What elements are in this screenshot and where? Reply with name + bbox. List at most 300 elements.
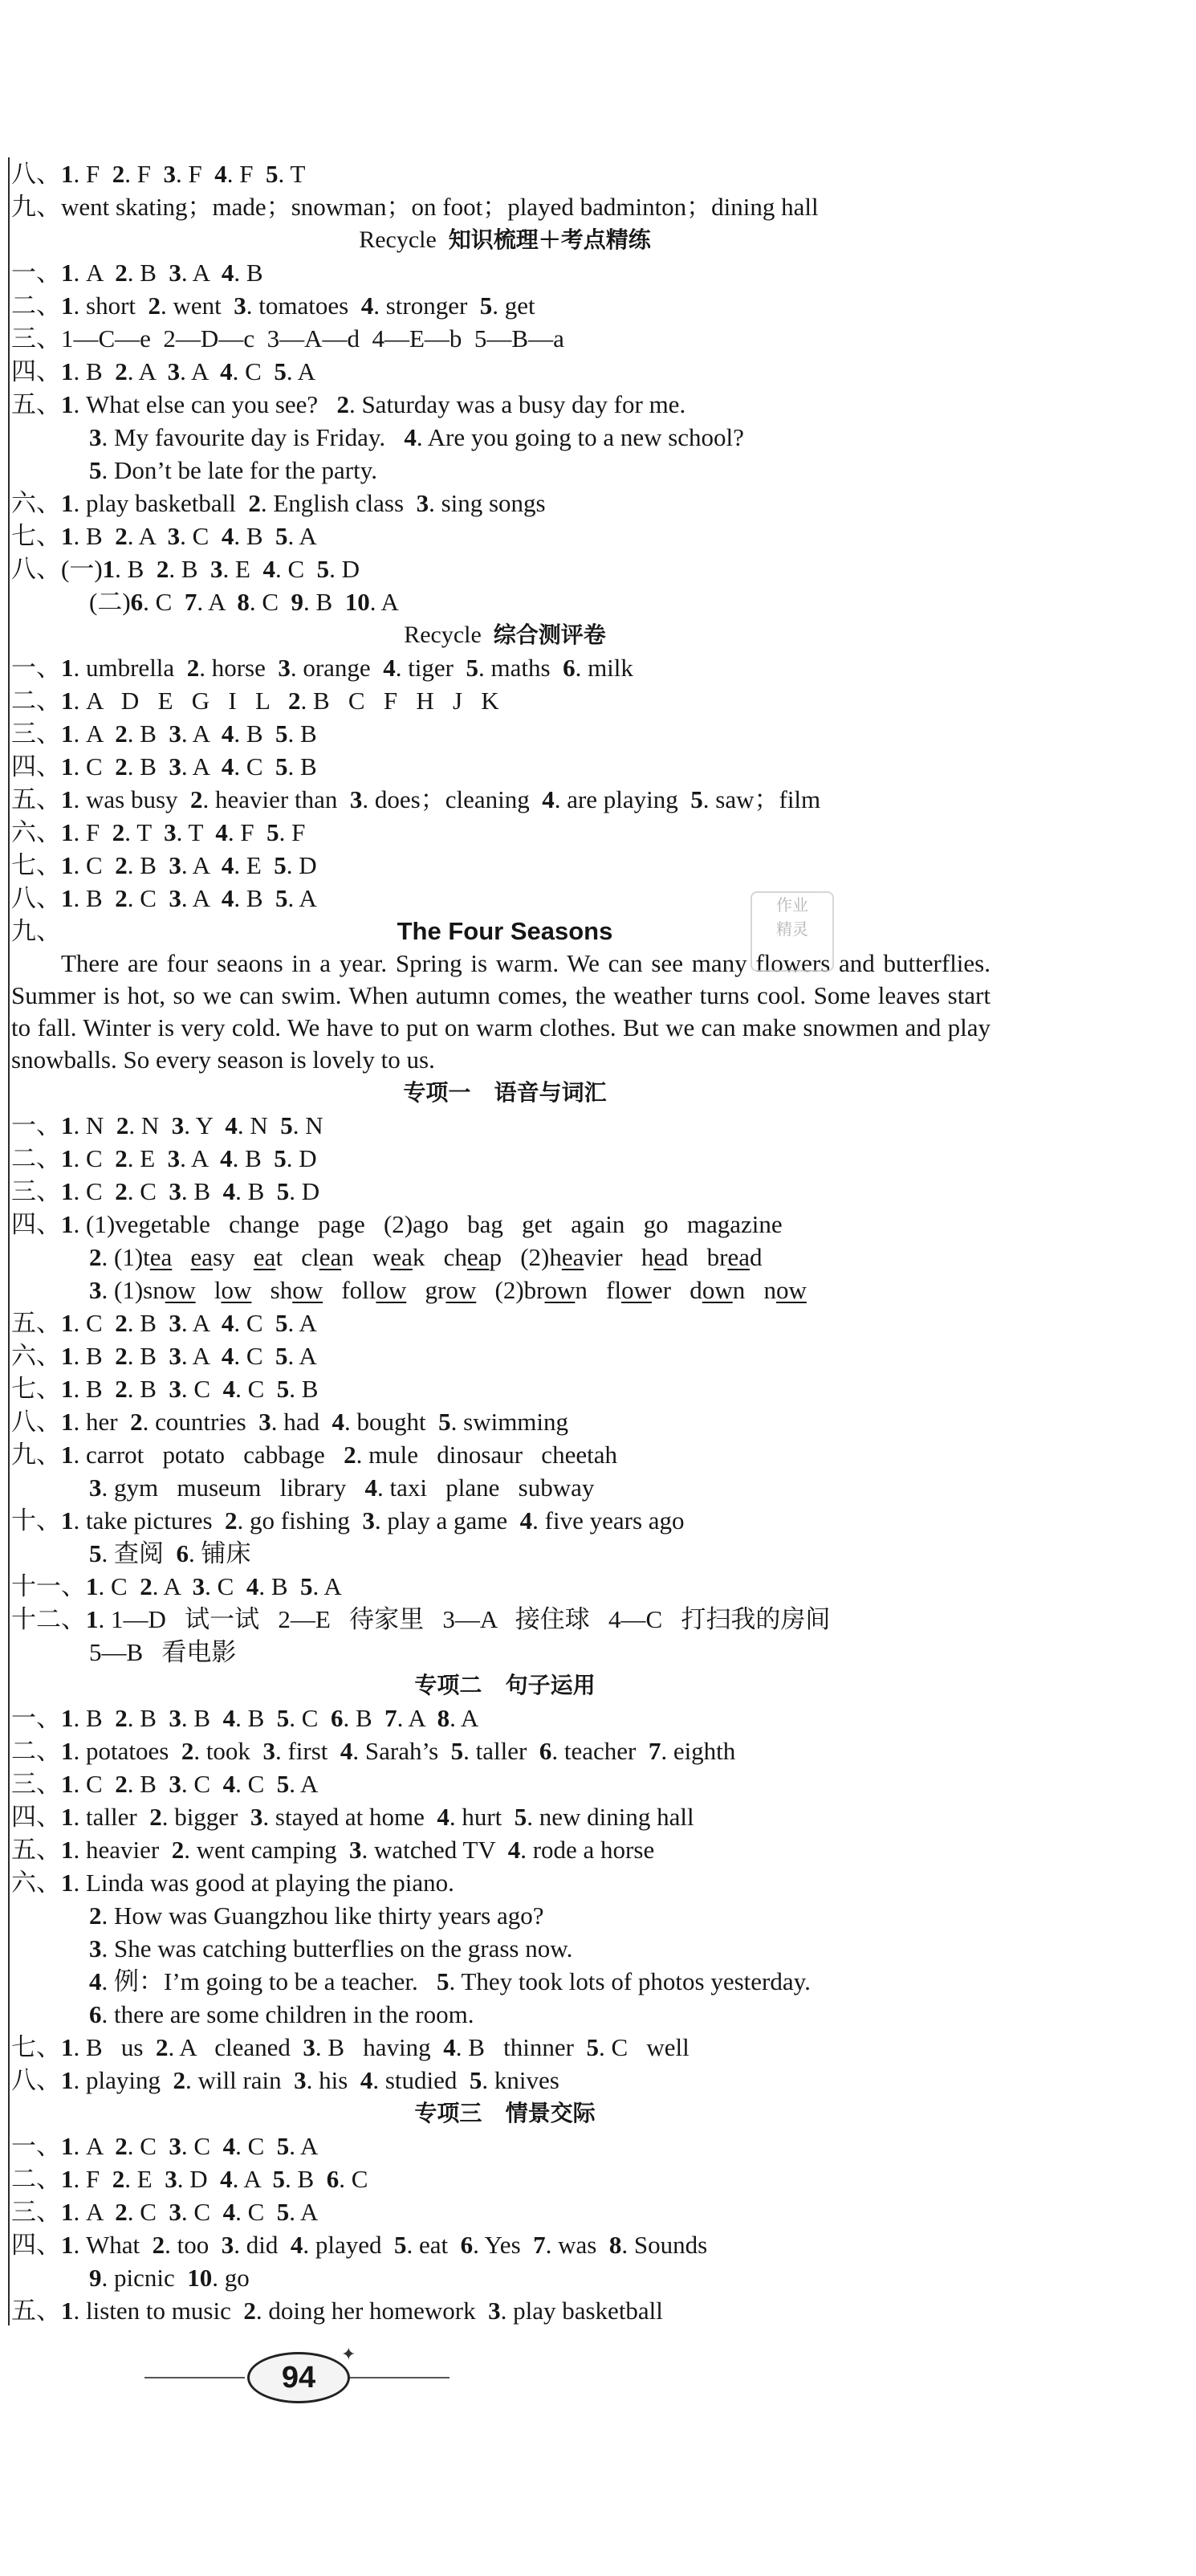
answer-text: . A [312, 1572, 342, 1600]
item-number: 3 [164, 818, 177, 846]
item-number: 1 [61, 522, 74, 550]
answer-text: . C [235, 2198, 277, 2226]
item-number: 4 [222, 1177, 236, 1205]
item-number: 3 [167, 357, 181, 385]
answer-text: 四、 [11, 1803, 61, 1831]
answer-text: . C [73, 1177, 116, 1205]
item-number: 1 [61, 2066, 74, 2094]
answer-text: 五、 [11, 785, 61, 813]
item-number: 1 [61, 291, 74, 320]
item-number: 4 [383, 654, 396, 682]
item-number: 2 [156, 555, 169, 583]
item-number: 6 [89, 2000, 102, 2028]
item-number: 4 [262, 555, 275, 583]
answer-text: . B [127, 1770, 169, 1798]
item-number: 1 [61, 687, 74, 715]
answer-text: . playing [73, 2066, 173, 2094]
answer-text: . bigger [161, 1803, 250, 1831]
item-number: 3 [89, 1934, 102, 1963]
item-number: 2 [243, 2297, 256, 2325]
item-number: 5 [276, 1770, 290, 1798]
answer-text: . F [73, 160, 112, 188]
item-number: 1 [61, 2198, 74, 2226]
item-number: 4 [89, 1967, 102, 1995]
item-number: 9 [291, 588, 303, 616]
watermark-stamp [751, 891, 834, 972]
item-number: 3 [169, 884, 181, 912]
answer-text: 一、 [11, 259, 61, 287]
answer-text: . her [73, 1408, 131, 1436]
answer-text: . B [232, 1144, 275, 1172]
item-number: 4 [246, 1572, 259, 1600]
item-number: 1 [61, 1375, 74, 1403]
answer-text: . B [285, 2165, 327, 2193]
answer-line [11, 1965, 999, 1998]
item-number: 5 [586, 2033, 599, 2061]
answer-text: 二、 [11, 291, 61, 320]
answer-text: . A [180, 1144, 221, 1172]
answer-text: 一、 [11, 2132, 61, 2160]
answer-text: . A [369, 588, 399, 616]
answer-line [11, 1570, 999, 1603]
item-number: 7 [384, 1704, 397, 1732]
answer-text: . B [287, 719, 317, 748]
answer-text: . B [234, 259, 263, 287]
answer-text: d [749, 1243, 763, 1271]
answer-text: . studied [372, 2066, 470, 2094]
answer-text: . there are some children in the room. [101, 2000, 474, 2028]
underlined-letters: ow [702, 1276, 733, 1304]
answer-line [11, 1866, 999, 1899]
answer-text: . B [127, 752, 169, 781]
item-number: 2 [225, 1506, 238, 1535]
heading-title: 专项二 句子运用 [414, 1672, 596, 1698]
answer-text: . D [329, 555, 360, 583]
answer-text: . D [177, 2165, 221, 2193]
item-number: 4 [542, 785, 555, 813]
item-number: 4 [519, 1506, 533, 1535]
item-number: 3 [169, 719, 181, 748]
answer-text: . B [127, 719, 169, 748]
item-number: 1 [61, 1408, 74, 1436]
answer-text: . English class [260, 489, 417, 517]
answer-line [11, 190, 999, 223]
answer-text: . gym museum library [101, 1473, 365, 1502]
answer-text: . A [127, 357, 168, 385]
answer-text: . B [235, 1177, 277, 1205]
answer-line [11, 585, 999, 618]
answer-text: . C [235, 1770, 277, 1798]
answer-text: k ch [412, 1243, 467, 1271]
answer-text: . D [286, 851, 317, 879]
item-number: 1 [61, 390, 74, 418]
answer-text: . A [232, 2165, 273, 2193]
answer-text: . B [127, 1342, 169, 1370]
answer-text: . C [127, 2198, 169, 2226]
answer-text: l [195, 1276, 222, 1304]
item-number: 1 [61, 2231, 74, 2259]
answer-text: . 查阅 [101, 1539, 177, 1567]
item-number: 2 [115, 1704, 128, 1732]
answer-text: 七、 [11, 1375, 61, 1403]
answer-text: . C [232, 357, 275, 385]
answer-line [11, 1636, 999, 1669]
item-number: 6 [326, 2165, 340, 2193]
underlined-letters: ea [653, 1243, 676, 1271]
answer-text: . C [180, 522, 222, 550]
answer-text [172, 1243, 190, 1271]
item-number: 4 [221, 259, 234, 287]
item-number: 2 [115, 851, 128, 879]
item-number: 5 [316, 555, 330, 583]
page-footer [128, 2344, 466, 2405]
answer-text: . umbrella [73, 654, 187, 682]
answer-text: . play a game [374, 1506, 520, 1535]
answer-text: . play basketball [500, 2297, 663, 2325]
item-number: 3 [416, 489, 429, 517]
item-number: 1 [61, 1869, 74, 1897]
answer-text: 十一、 [11, 1572, 86, 1600]
answer-text: . C [339, 2165, 368, 2193]
answer-text: . F [227, 818, 267, 846]
answer-text: . C [127, 1177, 169, 1205]
answer-text: . 1—D 试一试 2—E 待家里 3—A 接住球 4—C 打扫我的房间 [98, 1605, 831, 1633]
item-number: 3 [169, 851, 181, 879]
answer-text: . heavier than [202, 785, 350, 813]
item-number: 3 [165, 2165, 177, 2193]
answer-text: . swimming [450, 1408, 569, 1436]
answer-text: . C [205, 1572, 246, 1600]
answer-text: . does；cleaning [362, 785, 543, 813]
heading-title: 知识梳理＋考点精练 [448, 226, 651, 253]
answer-text: n w [341, 1243, 391, 1271]
item-number: 2 [115, 1375, 128, 1403]
item-number: 5 [274, 1144, 287, 1172]
answer-text: 一、 [11, 654, 61, 682]
answer-text: . bought [344, 1408, 439, 1436]
underlined-letters: ea [253, 1243, 276, 1271]
item-number: 3 [169, 1770, 181, 1798]
item-number: 6 [130, 588, 144, 616]
answer-text: 七、 [11, 851, 61, 879]
answer-text: . A [289, 2198, 319, 2226]
item-number: 8 [437, 1704, 450, 1732]
answer-text: 九、went skating；made；snowman；on foot；played badminton；dining hall [11, 193, 819, 221]
item-number: 4 [221, 522, 234, 550]
item-number: 5 [275, 752, 288, 781]
item-number: 1 [61, 719, 74, 748]
answer-text: . C [181, 1770, 223, 1798]
underlined-letters: ea [466, 1243, 490, 1271]
item-number: 10 [187, 2264, 213, 2292]
item-number: 4 [222, 1704, 236, 1732]
item-number: 4 [507, 1836, 521, 1864]
answer-text: vier h [584, 1243, 654, 1271]
item-number: 2 [248, 489, 261, 517]
answer-text: . carrot potato cabbage [73, 1441, 344, 1469]
answer-text: 八、 [11, 160, 61, 188]
answer-text: 四、 [11, 1210, 61, 1238]
item-number: 1 [86, 1605, 99, 1633]
answer-text: . Are you going to a new school? [416, 423, 744, 451]
answer-text: . horse [199, 654, 279, 682]
item-number: 5 [275, 884, 288, 912]
answer-text: . too [165, 2231, 222, 2259]
answer-text: . F [176, 160, 215, 188]
answer-line [11, 388, 999, 421]
answer-text: 八、(一) [11, 555, 103, 583]
answer-text: . teacher [551, 1737, 649, 1765]
essay-title-row [11, 915, 999, 948]
answer-text: . B [234, 522, 276, 550]
answer-line [11, 1241, 999, 1274]
answer-text: . did [234, 2231, 291, 2259]
answer-text: . C [235, 2132, 277, 2160]
item-number: 1 [61, 2132, 74, 2160]
item-number: 3 [192, 1572, 205, 1600]
item-number: 5 [274, 357, 287, 385]
heading-prefix: Recycle [404, 622, 494, 648]
item-number: 3 [262, 1737, 275, 1765]
answer-line [11, 684, 999, 717]
item-number: 1 [61, 259, 74, 287]
answer-line [11, 421, 999, 454]
item-number: 1 [61, 1803, 74, 1831]
underlined-letters: ea [390, 1243, 413, 1271]
answer-text: . listen to music [73, 2297, 244, 2325]
answer-text: 十、 [11, 1506, 61, 1535]
answer-text: . C [234, 1309, 276, 1337]
answer-text: . D [289, 1177, 320, 1205]
item-number: 4 [222, 2132, 236, 2160]
answer-text: 5—B 看电影 [89, 1638, 237, 1666]
answer-line [11, 520, 999, 552]
answer-text: . played [303, 2231, 395, 2259]
answer-line [11, 487, 999, 520]
answer-text: . N [237, 1111, 281, 1139]
item-number: 4 [332, 1408, 344, 1436]
item-number: 5 [300, 1572, 313, 1600]
answer-text: . What else can you see? [73, 390, 337, 418]
answer-text: . A [127, 522, 168, 550]
item-number: 6 [330, 1704, 344, 1732]
answer-text: 六、 [11, 489, 61, 517]
answer-line [11, 2162, 999, 2195]
item-number: 2 [173, 2066, 185, 2094]
answer-text: . countries [142, 1408, 259, 1436]
answer-text: . Y [184, 1111, 226, 1139]
answer-text: . Sarah’s [352, 1737, 451, 1765]
item-number: 3 [163, 160, 176, 188]
answer-line [11, 1537, 999, 1570]
answer-text: . B [73, 1375, 116, 1403]
item-number: 6 [563, 654, 576, 682]
answer-text: . B [234, 884, 276, 912]
underlined-letters: ow [221, 1276, 252, 1304]
answer-text: . T [176, 818, 216, 846]
answer-text: . maths [478, 654, 563, 682]
item-number: 1 [61, 1210, 74, 1238]
answer-text: . A [73, 2198, 116, 2226]
answer-line [11, 882, 999, 915]
answer-text: . B [73, 522, 116, 550]
item-number: 1 [61, 1441, 74, 1469]
answer-text: . 铺床 [189, 1539, 251, 1567]
item-number: 3 [89, 1276, 102, 1304]
item-number: 4 [222, 2198, 236, 2226]
answer-line [11, 651, 999, 684]
item-number: 5 [89, 456, 102, 484]
answer-line [11, 1405, 999, 1438]
item-number: 5 [276, 1704, 290, 1732]
answer-text: . eighth [661, 1737, 736, 1765]
answer-text: (2)br [476, 1276, 545, 1304]
answer-text: . A [286, 357, 315, 385]
answer-text: . A [73, 2132, 116, 2160]
answer-text: . Sounds [621, 2231, 708, 2259]
item-number: 2 [288, 687, 301, 715]
answer-text: . Yes [473, 2231, 534, 2259]
answer-text: . B [287, 752, 317, 781]
item-number: 3 [169, 2198, 181, 2226]
answer-text: 三、 [11, 1770, 61, 1798]
item-number: 7 [648, 1737, 661, 1765]
answer-text: . doing her homework [255, 2297, 489, 2325]
question-label: 九、 [11, 917, 61, 945]
item-number: 5 [89, 1539, 102, 1567]
answer-line [11, 1274, 999, 1306]
answer-text: . C [289, 1704, 331, 1732]
answer-text: . B [169, 555, 211, 583]
answer-text: . rode a horse [520, 1836, 655, 1864]
item-number: 4 [437, 1803, 450, 1831]
item-number: 2 [115, 1309, 128, 1337]
item-number: 5 [275, 719, 288, 748]
item-number: 2 [115, 884, 128, 912]
item-number: 5 [276, 1375, 290, 1403]
item-number: 3 [171, 1111, 185, 1139]
answer-text: . B [73, 1704, 116, 1732]
item-number: 1 [61, 1737, 74, 1765]
answer-text: . B us [73, 2033, 156, 2061]
answer-text: 五、 [11, 390, 61, 418]
item-number: 5 [438, 1408, 451, 1436]
answer-line [11, 750, 999, 783]
item-number: 10 [344, 588, 370, 616]
answer-text: . B [235, 1704, 277, 1732]
answer-text: . C well [598, 2033, 690, 2061]
item-number: 1 [61, 2165, 74, 2193]
item-number: 5 [690, 785, 703, 813]
answer-text: . B thinner [455, 2033, 587, 2061]
answer-text: . (1)sn [101, 1276, 165, 1304]
item-number: 3 [169, 1309, 181, 1337]
item-number: 3 [303, 2033, 315, 2061]
answer-text: t cl [275, 1243, 319, 1271]
answer-text: . Don’t be late for the party. [101, 456, 377, 484]
answer-text: . his [306, 2066, 360, 2094]
answer-text: sh [251, 1276, 293, 1304]
heading-prefix: Recycle [359, 226, 449, 253]
item-number: 3 [294, 2066, 307, 2094]
item-number: 5 [272, 2165, 286, 2193]
section-heading [11, 223, 999, 256]
answer-text: . take pictures [73, 1506, 226, 1535]
answer-text: . taller [463, 1737, 539, 1765]
answer-text: . A [73, 259, 116, 287]
answer-text: . will rain [185, 2066, 295, 2094]
answer-text: . N [292, 1111, 323, 1139]
item-number: 7 [533, 2231, 546, 2259]
answer-text: . F [226, 160, 266, 188]
answer-text: . B [289, 1375, 319, 1403]
answer-text: . What [73, 2231, 153, 2259]
answer-text: . She was catching butterflies on the grass now. [101, 1934, 573, 1963]
answer-text: d br [675, 1243, 728, 1271]
item-number: 2 [89, 1901, 102, 1930]
answer-line [11, 2294, 999, 2327]
essay-paragraph: There are four seaons in a year. Spring is warm. We can see many flowers and butterflies. Summer is hot, so we can swim. When autumn comes, the weather turns cool. Some leaves start to fall. Winter is very cold. We have to put on warm clothes. But we can make snowmen and play snowballs. So every season is lovely to us. [11, 949, 991, 1074]
answer-text: 四、 [11, 357, 61, 385]
answer-text: . B [181, 1704, 223, 1732]
answer-text: . C [73, 752, 116, 781]
item-number: 5 [275, 1309, 288, 1337]
item-number: 2 [115, 357, 128, 385]
answer-text: . knives [482, 2066, 559, 2094]
answer-line [11, 1471, 999, 1504]
answer-text: . C [127, 884, 169, 912]
answer-line [11, 1438, 999, 1471]
answer-text: . get [492, 291, 535, 320]
answer-text: . first [275, 1737, 340, 1765]
answer-line [11, 2064, 999, 2097]
answer-text: . A [450, 1704, 479, 1732]
answer-text: . had [271, 1408, 332, 1436]
underlined-letters: ow [445, 1276, 477, 1304]
answer-text: 二、 [11, 1737, 61, 1765]
item-number: 3 [89, 1473, 102, 1502]
answer-line [11, 157, 999, 190]
answer-text: . E [234, 851, 275, 879]
answer-text: . heavier [73, 1836, 172, 1864]
stamp-line-2: 精灵 [776, 919, 808, 939]
answer-text: . C [181, 2198, 223, 2226]
item-number: 2 [344, 1441, 356, 1469]
heading-title: 专项三 情景交际 [414, 2100, 596, 2126]
answer-line [11, 1109, 999, 1142]
answer-text: . short [73, 291, 148, 320]
answer-text: . They took lots of photos yesterday. [449, 1967, 811, 1995]
underlined-letters: ea [190, 1243, 214, 1271]
underlined-letters: ea [727, 1243, 750, 1271]
answer-line [11, 1372, 999, 1405]
heading-title: 专项一 语音与词汇 [403, 1079, 607, 1106]
item-number: 3 [234, 291, 246, 320]
item-number: 2 [115, 1770, 128, 1798]
answer-text: . N [128, 1111, 172, 1139]
answer-line [11, 1800, 999, 1833]
answer-text: . A [73, 719, 116, 748]
item-number: 1 [61, 2297, 74, 2325]
item-number: 1 [61, 1144, 74, 1172]
answer-line [11, 1734, 999, 1767]
item-number: 4 [360, 2066, 373, 2094]
answer-text: 八、 [11, 884, 61, 912]
answer-text: . 例：I’m going to be a teacher. [101, 1967, 437, 1995]
answer-line [11, 1702, 999, 1734]
answer-text: . A [287, 522, 317, 550]
underlined-letters: ow [544, 1276, 576, 1304]
